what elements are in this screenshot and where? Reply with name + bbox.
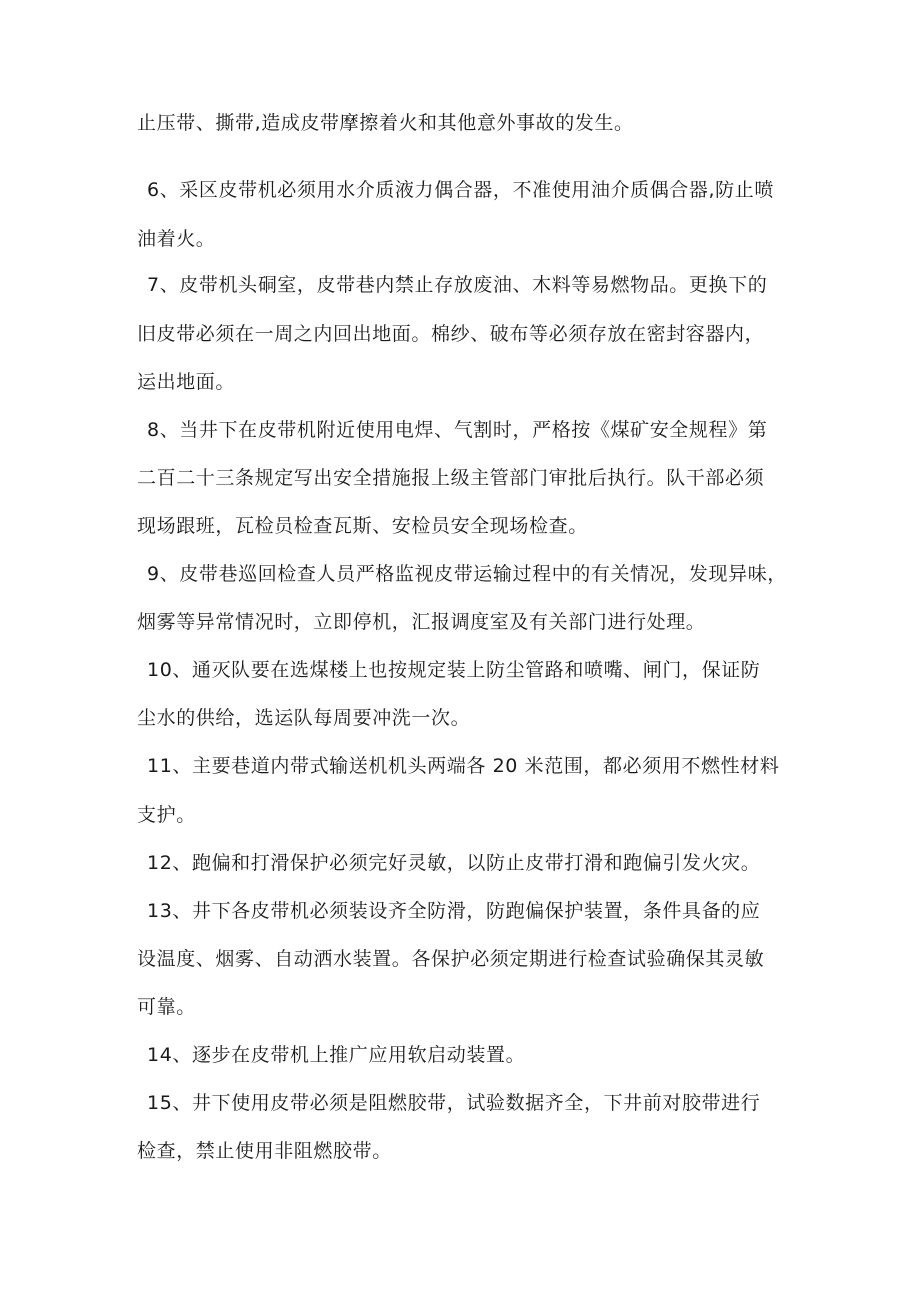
text-line: 12、跑偏和打滑保护必须完好灵敏，以防止皮带打滑和跑偏引发火灾。 [147,852,761,874]
text-line: 设温度、烟雾、自动洒水装置。各保护必须定期进行检查试验确保其灵敏 [137,948,765,970]
text-line: 13、井下各皮带机必须装设齐全防滑，防跑偏保护装置，条件具备的应 [147,900,761,922]
text-line: 7、皮带机头硐室，皮带巷内禁止存放废油、木料等易燃物品。更换下的 [147,274,768,296]
text-line: 14、逐步在皮带机上推广应用软启动装置。 [147,1044,526,1066]
text-line: 可靠。 [137,996,196,1018]
text-line: 烟雾等异常情况时，立即停机，汇报调度室及有关部门进行处理。 [137,611,706,633]
text-line: 15、井下使用皮带必须是阻燃胶带，试验数据齐全，下井前对胶带进行 [147,1092,761,1114]
text-line: 止压带、撕带,造成皮带摩擦着火和其他意外事故的发生。 [137,112,634,134]
text-line: 检查，禁止使用非阻燃胶带。 [137,1140,392,1162]
text-line: 尘水的供给，选运队每周要冲洗一次。 [137,707,471,729]
text-line: 9、皮带巷巡回检查人员严格监视皮带运输过程中的有关情况，发现异味， [147,563,787,585]
text-line: 现场跟班，瓦检员检查瓦斯、安检员安全现场检查。 [137,515,588,537]
text-line: 10、通灭队要在选煤楼上也按规定装上防尘管路和喷嘴、闸门，保证防 [147,659,761,681]
text-line: 运出地面。 [137,371,236,393]
text-line: 11、主要巷道内带式输送机机头两端各 20 米范围，都必须用不燃性材料 [147,755,780,777]
text-line: 旧皮带必须在一周之内回出地面。棉纱、破布等必须存放在密封容器内， [137,323,765,345]
text-line: 6、采区皮带机必须用水介质液力偶合器，不准使用油介质偶合器,防止喷 [147,179,774,201]
text-line: 支护。 [137,804,196,826]
text-line: 8、当井下在皮带机附近使用电焊、气割时，严格按《煤矿安全规程》第 [147,419,768,441]
text-line: 油着火。 [137,228,216,250]
text-line: 二百二十三条规定写出安全措施报上级主管部门审批后执行。队干部必须 [137,467,765,489]
